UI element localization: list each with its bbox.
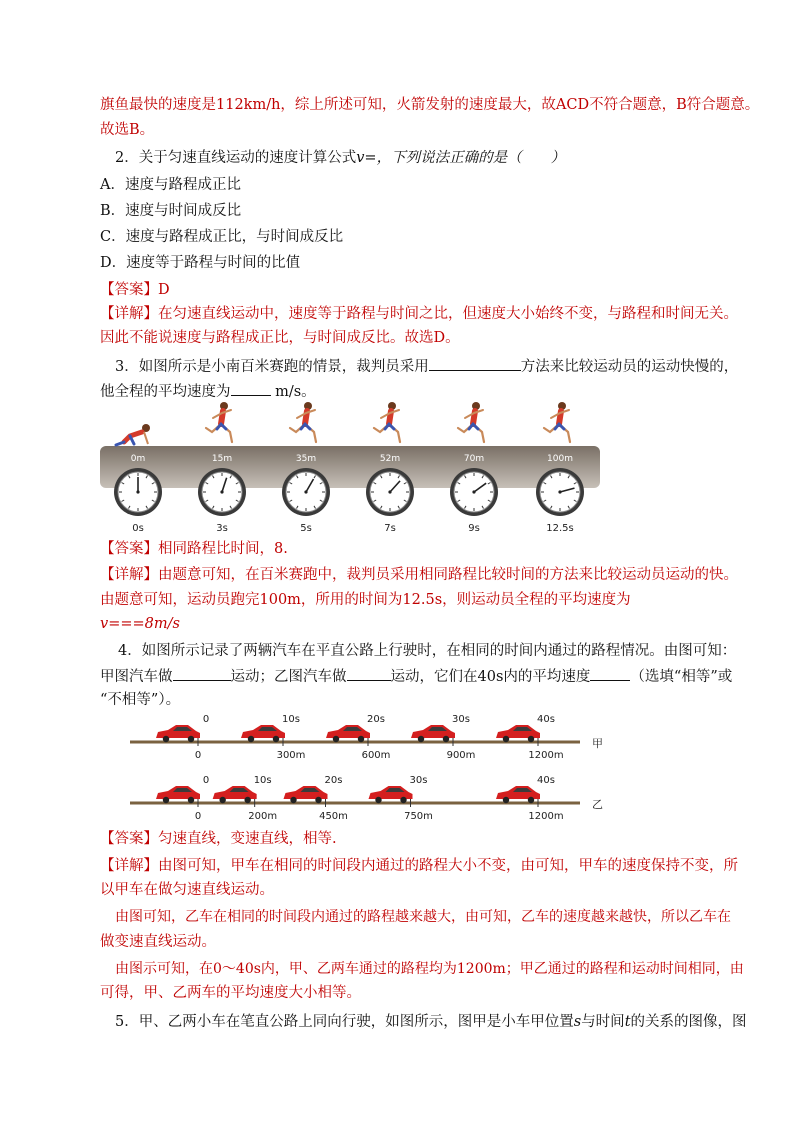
car-icon: [411, 725, 455, 742]
answer-text: 匀速直线，变速直线，相等.: [158, 831, 337, 847]
distance-label: 1200m: [528, 811, 564, 822]
distance-label: 600m: [361, 750, 391, 761]
answer-text: D: [158, 282, 170, 298]
row-label: 甲: [592, 737, 603, 750]
stopwatch-icon: [366, 468, 414, 516]
q3-detail-2: 由题意可知，运动员跑完100m，所用的时间为12.5s，则运动员全程的平均速度为: [100, 592, 631, 608]
time-label: 30s: [452, 714, 470, 725]
q4-detail-2: 以甲车在做匀速直线运动。: [100, 882, 274, 898]
answer-blank: [590, 666, 630, 681]
q3-stem-1: [115, 356, 738, 377]
q2-detail-1: [100, 304, 738, 324]
q2-formula: v=: [356, 150, 377, 166]
distance-label: 1200m: [528, 750, 564, 761]
answer-blank: [173, 666, 231, 681]
runner-figure: [458, 402, 484, 442]
q4-detail-4: 做变速直线运动。: [100, 934, 216, 950]
car-icon: [213, 786, 257, 803]
race-figure: [100, 398, 600, 536]
q2-option-d: D．速度等于路程与时间的比值: [100, 255, 301, 271]
q3-detail-1: [100, 565, 738, 585]
stopwatch-icon: [198, 468, 246, 516]
runner-figure: [374, 402, 400, 442]
distance-label: 100m: [547, 454, 573, 464]
detail-label: 【详解】: [100, 858, 158, 874]
q2-stem-text: 2．关于匀速直线运动的速度计算公式: [115, 150, 357, 166]
answer-label: 【答案】: [100, 541, 158, 557]
time-label: 10s: [282, 714, 300, 725]
runner-figure: [290, 402, 316, 442]
car-icon: [156, 786, 200, 803]
q4-stem-1: 4．如图所示记录了两辆汽车在平直公路上行驶时，在相同的时间内通过的路程情况。由图可知：: [118, 643, 737, 659]
q3-stem-text-b: 方法来比较运动员的运动快慢的，: [520, 359, 739, 375]
time-label: 0: [202, 714, 210, 725]
answer-label: 【答案】: [100, 282, 158, 298]
q4-detail-5: 由图示可知，在0～40s内，甲、乙两车通过的路程均为1200m；甲乙通过的路程和运动时间相同，由: [115, 961, 744, 977]
q4-stem-text-c: 运动，它们在40s内的平均速度: [390, 669, 591, 685]
q5-stem: [115, 1012, 747, 1032]
detail-text: 在匀速直线运动中，速度等于路程与时间之比，但速度大小始终不变，与路程和时间无关。: [158, 306, 738, 322]
q5-var-s: s: [573, 1014, 582, 1030]
q4-stem-text-b: 运动；乙图汽车做: [230, 669, 347, 685]
time-label: 10s: [253, 775, 272, 786]
q4-detail-3: 由图可知，乙车在相同的时间段内通过的路程越来越大，由可知，乙车的速度越来越快，所以乙车在: [115, 909, 731, 925]
runner-figure: [544, 402, 570, 442]
q5-stem-text-c: 的关系的图像，图: [630, 1014, 747, 1030]
q2-option-a: A．速度与路程成正比: [100, 177, 241, 193]
time-label: 20s: [367, 714, 385, 725]
track-band: [100, 446, 600, 488]
stopwatch-icon: [282, 468, 330, 516]
answer-label: 【答案】: [100, 831, 158, 847]
car-icon: [284, 786, 328, 803]
answer-blank: [347, 666, 391, 681]
distance-label: 300m: [276, 750, 306, 761]
distance-label: 450m: [319, 811, 348, 822]
distance-label: 70m: [463, 454, 485, 464]
time-label: 40s: [537, 775, 555, 786]
q2-stem: [115, 148, 565, 168]
distance-label: 900m: [446, 750, 476, 761]
stopwatch-icon: [114, 468, 162, 516]
time-label: 9s: [468, 523, 480, 534]
car-icon: [156, 725, 200, 742]
runner-figure: [206, 402, 232, 442]
time-label: 40s: [537, 714, 555, 725]
q1-tail-line2: 故选B。: [100, 122, 155, 138]
answer-blank: [429, 356, 521, 371]
q5-stem-text-b: 与时间: [581, 1014, 625, 1030]
q4-stem-2: [100, 666, 732, 687]
stopwatch-icon: [450, 468, 498, 516]
detail-label: 【详解】: [100, 567, 158, 583]
car-icon: [369, 786, 413, 803]
q3-stem-unit: m/s。: [270, 384, 316, 400]
car-icon: [496, 786, 540, 803]
distance-label: 0: [194, 750, 202, 761]
q4-detail-6: 可得，甲、乙两车的平均速度大小相等。: [100, 985, 361, 1001]
detail-text: 由题意可知，在百米赛跑中，裁判员采用相同路程比较时间的方法来比较运动员运动的快。: [158, 567, 738, 583]
q4-stem-text-d: （选填“相等”或: [630, 669, 733, 685]
row-label: 乙: [592, 798, 603, 811]
distance-label: 0m: [130, 454, 146, 464]
q4-detail-1: [100, 856, 738, 876]
time-label: 0s: [132, 523, 144, 534]
distance-label: 35m: [295, 454, 317, 464]
q5-var-t: t: [624, 1014, 631, 1030]
time-label: 20s: [324, 775, 343, 786]
runner-figure: [116, 424, 150, 445]
q3-detail-3: v===8m/s: [100, 616, 180, 632]
q1-tail-line1: 旗鱼最快的速度是112km/h，综上所述可知，火箭发射的速度最大，故ACD不符合题意，B符合题意。: [100, 97, 760, 113]
q4-stem-text: 甲图汽车做: [100, 669, 173, 685]
q5-stem-text: 5．甲、乙两小车在笔直公路上同向行驶，如图所示，图甲是小车甲位置: [115, 1014, 574, 1030]
q4-stem-3: “不相等”）。: [100, 692, 181, 708]
time-label: 30s: [409, 775, 428, 786]
time-label: 7s: [384, 523, 396, 534]
q2-detail-2: 因此不能说速度与路程成正比，与时间成反比。故选D。: [100, 330, 460, 346]
answer-blank: [231, 381, 271, 396]
distance-label: 52m: [379, 454, 401, 464]
stopwatch-icon: [536, 468, 584, 516]
q2-stem-tail: ，下列说法正确的是（ ）: [376, 150, 566, 166]
detail-text: 由图可知，甲车在相同的时间段内通过的路程大小不变，由可知，甲车的速度保持不变，所: [158, 858, 738, 874]
detail-label: 【详解】: [100, 306, 158, 322]
time-label: 5s: [300, 523, 312, 534]
time-label: 3s: [216, 523, 228, 534]
distance-label: 0: [194, 811, 202, 822]
distance-label: 15m: [211, 454, 233, 464]
time-label: 12.5s: [546, 523, 574, 534]
cars-figure: [130, 712, 620, 822]
q4-answer: [100, 829, 337, 849]
time-label: 0: [202, 775, 210, 786]
car-icon: [326, 725, 370, 742]
distance-label: 750m: [404, 811, 433, 822]
q2-answer: [100, 280, 170, 300]
q2-option-c: C．速度与路程成正比，与时间成反比: [100, 229, 344, 245]
q3-answer: [100, 539, 288, 559]
car-icon: [241, 725, 285, 742]
distance-label: 200m: [248, 811, 278, 822]
q3-stem-text-c: 他全程的平均速度为: [100, 384, 231, 400]
answer-text: 相同路程比时间，8.: [158, 541, 288, 557]
car-icon: [496, 725, 540, 742]
q2-option-b: B．速度与时间成反比: [100, 203, 242, 219]
q3-stem-text: 3．如图所示是小南百米赛跑的情景，裁判员采用: [115, 359, 429, 375]
